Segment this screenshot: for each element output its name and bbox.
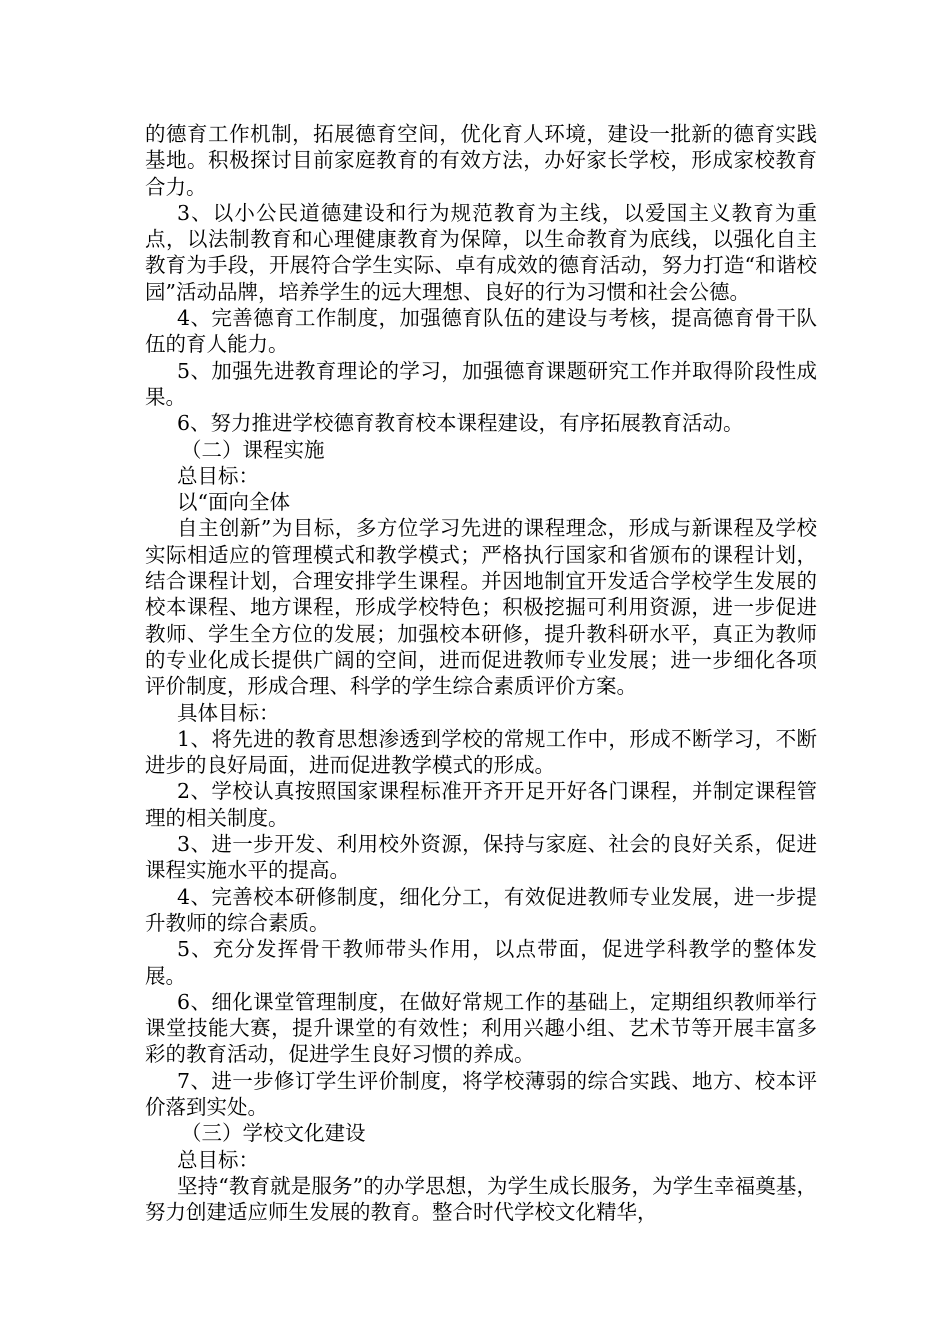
paragraph-overall-goal-label-2: 总目标：	[177, 1147, 259, 1172]
section-heading-culture: （三）学校文化建设	[181, 1121, 366, 1146]
paragraph-specific-goal-label: 具体目标：	[177, 700, 280, 725]
paragraph-overall-goal-label: 总目标：	[177, 463, 259, 488]
paragraph-11: 2、学校认真按照国家课程标准开齐开足开好各门课程，并制定课程管理的相关制度。	[145, 779, 817, 830]
paragraph-15: 6、细化课堂管理制度，在做好常规工作的基础上，定期组织教师举行课堂技能大赛，提升课堂的有效性；利用兴趣小组、艺术节等开展丰富多彩的教育活动，促进学生良好习惯的养成。	[145, 989, 817, 1067]
paragraph-12: 3、进一步开发、利用校外资源，保持与家庭、社会的良好关系，促进课程实施水平的提高。	[145, 832, 817, 883]
section-heading-courses: （二）课程实施	[181, 437, 325, 462]
paragraph-5: 6、努力推进学校德育教育校本课程建设，有序拓展教育活动。	[177, 411, 744, 436]
paragraph-2: 3、以小公民道德建设和行为规范教育为主线，以爱国主义教育为重点，以法制教育和心理健康教育为保障，以生命教育为底线，以强化自主教育为手段，开展符合学生实际、卓有成效的德育活动，努力打造“和谐校园”活动品牌，培养学生的远大理想、良好的行为习惯和社会公德。	[145, 200, 817, 304]
paragraph-4: 5、加强先进教育理论的学习，加强德育课题研究工作并取得阶段性成果。	[145, 358, 817, 409]
paragraph-1: 的德育工作机制，拓展德育空间，优化育人环境，建设一批新的德育实践基地。积极探讨目前家庭教育的有效方法，办好家长学校，形成家校教育合力。	[145, 122, 817, 199]
paragraph-14: 5、充分发挥骨干教师带头作用，以点带面，促进学科教学的整体发展。	[145, 937, 817, 988]
paragraph-8: 自主创新”为目标，多方位学习先进的课程理念，形成与新课程及学校实际相适应的管理模式和教学模式；严格执行国家和省颁布的课程计划，结合课程计划，合理安排学生课程。并因地制宜开发适合学校学生发展的校本课程、地方课程，形成学校特色；积极挖掘可利用资源，进一步促进教师、学生全方位的发展；加强校本研修，提升教科研水平，真正为教师的专业化成长提供广阔的空间，进而促进教师专业发展；进一步细化各项评价制度，形成合理、科学的学生综合素质评价方案。	[145, 516, 817, 699]
paragraph-3: 4、完善德育工作制度，加强德育队伍的建设与考核，提高德育骨干队伍的育人能力。	[145, 306, 817, 357]
document-page	[145, 121, 817, 1225]
paragraph-10: 1、将先进的教育思想渗透到学校的常规工作中，形成不断学习，不断进步的良好局面，进而促进教学模式的形成。	[145, 726, 817, 778]
paragraph-13: 4、完善校本研修制度，细化分工，有效促进教师专业发展，进一步提升教师的综合素质。	[145, 884, 817, 935]
paragraph-19: 坚持“教育就是服务”的办学思想，为学生成长服务，为学生幸福奠基，努力创建适应师生发展的教育。整合时代学校文化精华，	[145, 1173, 817, 1225]
paragraph-7: 以“面向全体	[177, 490, 290, 515]
paragraph-16: 7、进一步修订学生评价制度，将学校薄弱的综合实践、地方、校本评价落到实处。	[145, 1068, 817, 1119]
